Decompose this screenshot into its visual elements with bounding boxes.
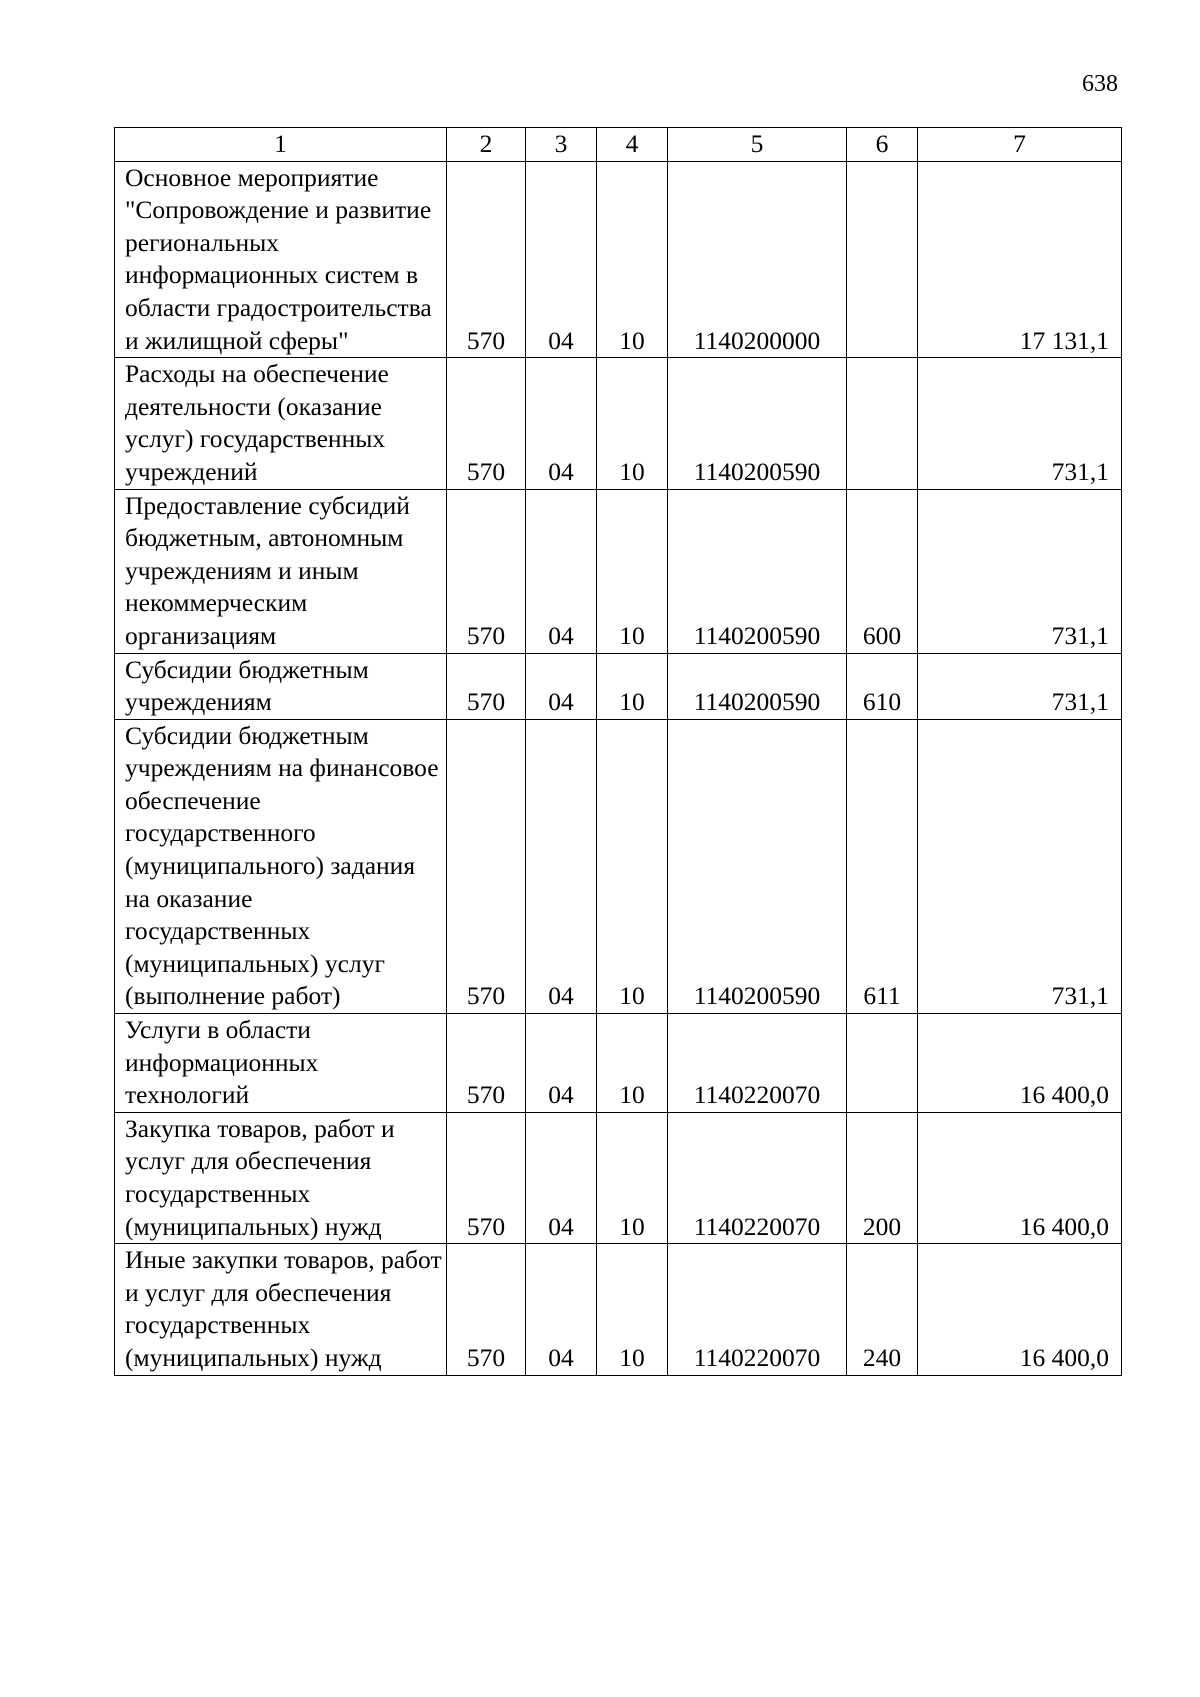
table-header [115, 128, 1122, 162]
row-col-5: 1140220070 [668, 1244, 847, 1375]
row-col-5: 1140200590 [668, 358, 847, 489]
page-number: 638 [1082, 71, 1118, 97]
row-col-4: 10 [597, 1014, 668, 1113]
row-col-2: 570 [447, 1244, 526, 1375]
row-col-3: 04 [526, 161, 597, 358]
row-col-5: 1140200590 [668, 719, 847, 1013]
row-col-3: 04 [526, 719, 597, 1013]
row-col-6: 240 [847, 1244, 918, 1375]
row-name: Субсидии бюджетным учреждениям [115, 653, 447, 719]
row-col-6 [847, 1014, 918, 1113]
table-row [115, 719, 1122, 1013]
row-col-3: 04 [526, 1014, 597, 1113]
table-row [115, 161, 1122, 358]
row-col-5: 1140220070 [668, 1112, 847, 1243]
row-col-2: 570 [447, 653, 526, 719]
row-col-3: 04 [526, 489, 597, 653]
row-col-6: 611 [847, 719, 918, 1013]
row-col-7: 16 400,0 [918, 1244, 1122, 1375]
header-row [115, 128, 1122, 162]
row-col-4: 10 [597, 719, 668, 1013]
row-col-2: 570 [447, 161, 526, 358]
header-col-6: 6 [847, 128, 918, 162]
row-col-6: 600 [847, 489, 918, 653]
row-col-2: 570 [447, 719, 526, 1013]
row-col-7: 17 131,1 [918, 161, 1122, 358]
header-col-2: 2 [447, 128, 526, 162]
row-name: Предоставление субсидий бюджетным, автономным учреждениям и иным некоммерческим организациям [115, 489, 447, 653]
row-col-3: 04 [526, 653, 597, 719]
header-col-4: 4 [597, 128, 668, 162]
row-col-7: 731,1 [918, 719, 1122, 1013]
row-name: Субсидии бюджетным учреждениям на финансовое обеспечение государственного (муниципального) задания на оказание государственных (муниципальных) услуг (выполнение работ) [115, 719, 447, 1013]
table-row [115, 1014, 1122, 1113]
row-col-5: 1140200000 [668, 161, 847, 358]
row-col-2: 570 [447, 1112, 526, 1243]
row-col-5: 1140220070 [668, 1014, 847, 1113]
table-row [115, 653, 1122, 719]
row-col-7: 16 400,0 [918, 1112, 1122, 1243]
row-col-7: 731,1 [918, 489, 1122, 653]
row-col-4: 10 [597, 358, 668, 489]
header-col-7: 7 [918, 128, 1122, 162]
row-name: Основное мероприятие "Сопровождение и развитие региональных информационных систем в области градостроительства и жилищной сферы" [115, 161, 447, 358]
row-col-7: 731,1 [918, 653, 1122, 719]
row-col-4: 10 [597, 1112, 668, 1243]
row-col-4: 10 [597, 489, 668, 653]
row-col-6: 200 [847, 1112, 918, 1243]
row-col-3: 04 [526, 1112, 597, 1243]
row-name: Закупка товаров, работ и услуг для обеспечения государственных (муниципальных) нужд [115, 1112, 447, 1243]
row-name: Услуги в области информационных технологий [115, 1014, 447, 1113]
table-row [115, 489, 1122, 653]
row-col-6 [847, 358, 918, 489]
row-col-2: 570 [447, 1014, 526, 1113]
table-row [115, 1112, 1122, 1243]
row-col-7: 731,1 [918, 358, 1122, 489]
table-body [115, 161, 1122, 1375]
row-col-2: 570 [447, 358, 526, 489]
row-col-7: 16 400,0 [918, 1014, 1122, 1113]
header-col-3: 3 [526, 128, 597, 162]
row-col-5: 1140200590 [668, 489, 847, 653]
header-col-1: 1 [115, 128, 447, 162]
row-col-2: 570 [447, 489, 526, 653]
row-col-5: 1140200590 [668, 653, 847, 719]
row-col-3: 04 [526, 1244, 597, 1375]
row-col-4: 10 [597, 161, 668, 358]
row-col-4: 10 [597, 653, 668, 719]
row-col-6 [847, 161, 918, 358]
row-col-6: 610 [847, 653, 918, 719]
budget-table [114, 127, 1122, 1376]
table-row [115, 1244, 1122, 1375]
row-col-4: 10 [597, 1244, 668, 1375]
row-name: Расходы на обеспечение деятельности (оказание услуг) государственных учреждений [115, 358, 447, 489]
table-row [115, 358, 1122, 489]
header-col-5: 5 [668, 128, 847, 162]
row-name: Иные закупки товаров, работ и услуг для обеспечения государственных (муниципальных) нужд [115, 1244, 447, 1375]
row-col-3: 04 [526, 358, 597, 489]
